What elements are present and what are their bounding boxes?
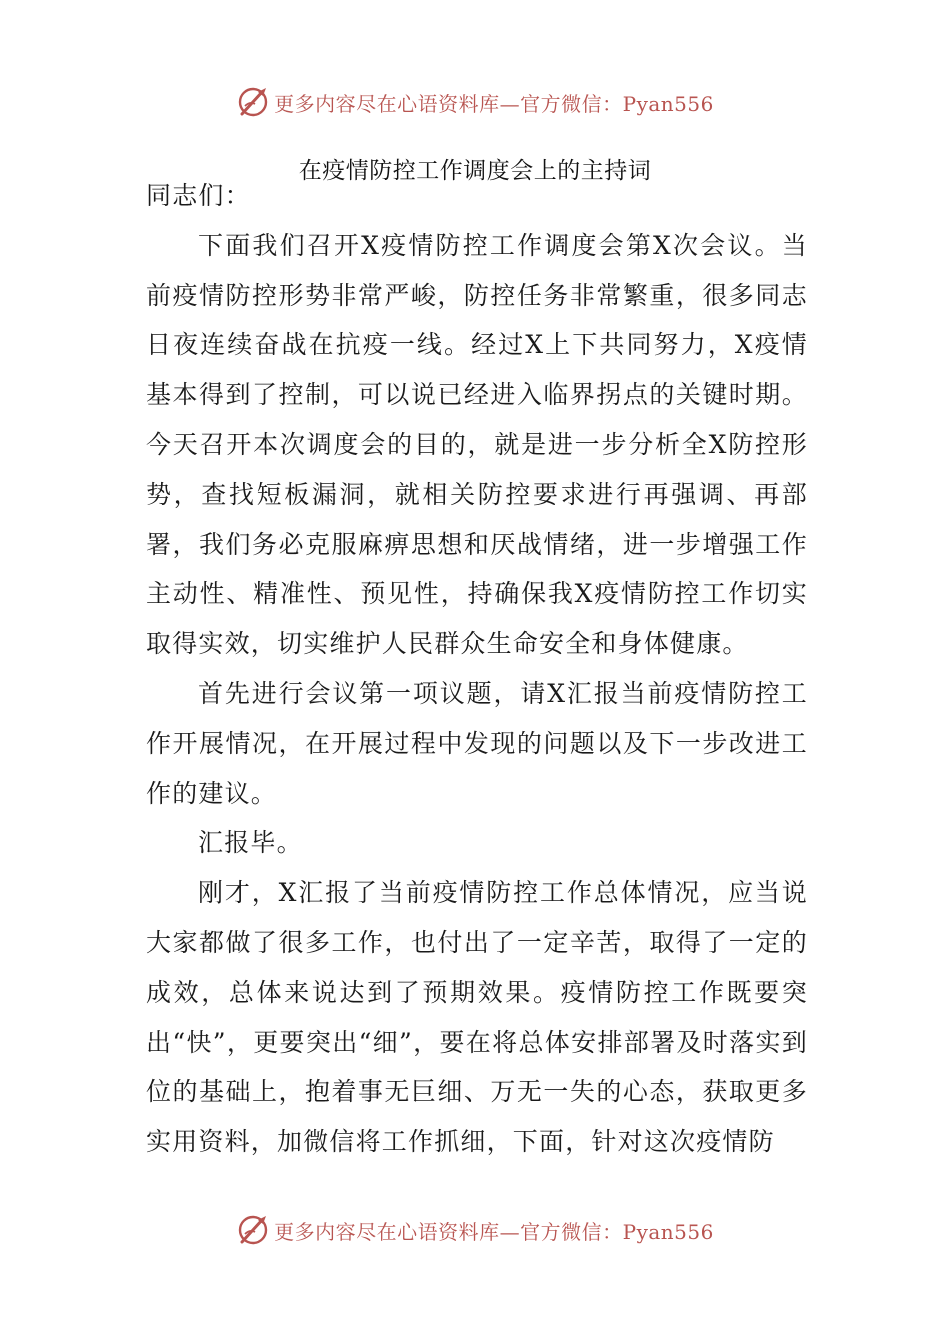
paragraph: 汇报毕。	[198, 828, 303, 858]
watermark-banner-bottom	[0, 1208, 950, 1252]
paragraph: 首先进行会议第一项议题，请X汇报当前疫情防控工作开展情况，在开展过程中发现的问题以及下一步改进工作的建议。	[146, 678, 808, 808]
document-body	[146, 171, 808, 1167]
document-title: 在疫情防控工作调度会上的主持词	[298, 158, 652, 184]
watermark-text: 更多内容尽在心语资料库—官方微信：Pyan556	[274, 91, 714, 116]
watermark-text: 更多内容尽在心语资料库—官方微信：Pyan556	[274, 1219, 714, 1244]
salutation: 同志们：	[146, 181, 251, 210]
paragraph: 下面我们召开X疫情防控工作调度会第X次会议。当前疫情防控形势非常严峻，防控任务非常繁重，很多同志日夜连续奋战在抗疫一线。经过X上下共同努力，X疫情基本得到了控制，可以说已经进入临界拐点的关键时期。今天召开本次调度会的目的，就是进一步分析全X防控形势，查找短板漏洞，就相关防控要求进行再强调、再部署，我们务必克服麻痹思想和厌战情绪，进一步增强工作主动性、精准性、预见性，持确保我X疫情防控工作切实取得实效，切实维护人民群众生命安全和身体健康。	[146, 230, 808, 659]
pen-circle-logo-icon	[236, 85, 270, 119]
paragraph: 刚才，X汇报了当前疫情防控工作总体情况，应当说大家都做了很多工作，也付出了一定辛苦，取得了一定的成效，总体来说达到了预期效果。疫情防控工作既要突出“快”，更要突出“细”，要在将总体安排部署及时落实到位的基础上，抱着事无巨细、万无一失的心态，获取更多实用资料，加微信将工作抓细，下面，针对这次疫情防	[146, 878, 808, 1157]
pen-circle-logo-icon	[236, 1213, 270, 1247]
watermark-banner-top	[0, 80, 950, 124]
